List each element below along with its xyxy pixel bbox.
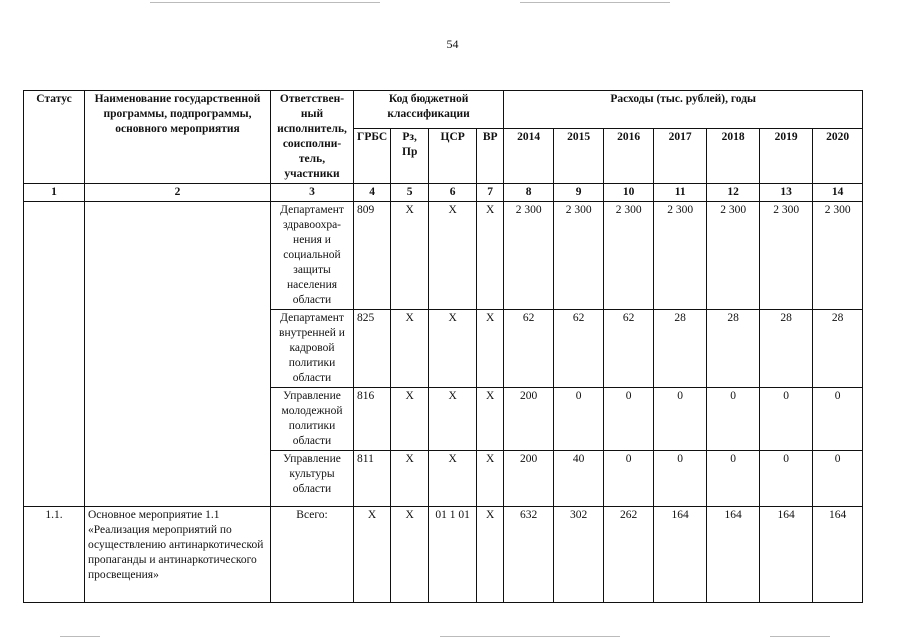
header-year-2019: 2019 — [760, 128, 813, 183]
budget-table — [23, 90, 863, 603]
header-name: Наименование государственной программы, подпрограммы, основного мероприятия — [85, 91, 271, 184]
cell-responsible: Управление молодежной политики области — [271, 388, 354, 451]
scan-artifact-bottom — [770, 636, 830, 637]
cell-grbs: 811 — [354, 451, 391, 507]
cell-value-2017: 0 — [654, 451, 707, 507]
header-year-2017: 2017 — [654, 128, 707, 183]
cell-value-2017: 2 300 — [654, 202, 707, 310]
cell-value-2020: 0 — [813, 388, 863, 451]
cell-value-2017: 28 — [654, 310, 707, 388]
cell-rz-pr: Х — [391, 202, 429, 310]
cell-value-2018: 28 — [707, 310, 760, 388]
header-expenses: Расходы (тыс. рублей), годы — [504, 91, 863, 129]
cell-grbs: 816 — [354, 388, 391, 451]
column-number: 12 — [707, 184, 760, 202]
column-number: 6 — [429, 184, 477, 202]
cell-csr: Х — [429, 388, 477, 451]
header-year-2018: 2018 — [707, 128, 760, 183]
header-status: Статус — [24, 91, 85, 184]
cell-value-2015: 0 — [554, 388, 604, 451]
cell-csr: Х — [429, 310, 477, 388]
cell-value-2017: 0 — [654, 388, 707, 451]
cell-value-2020: 2 300 — [813, 202, 863, 310]
header-year-2016: 2016 — [604, 128, 654, 183]
cell-value-2019: 0 — [760, 388, 813, 451]
cell-value-2015: 40 — [554, 451, 604, 507]
cell-name: Основное мероприятие 1.1 «Реализация мероприятий по осуществлению антинаркотической пропаганды и антинаркотического просвещения» — [85, 507, 271, 603]
header-year-2020: 2020 — [813, 128, 863, 183]
cell-responsible: Департамент внутренней и кадровой политики области — [271, 310, 354, 388]
scan-artifact-bottom — [60, 636, 100, 637]
cell-value-2020: 0 — [813, 451, 863, 507]
header-vr: ВР — [477, 128, 504, 183]
cell-value-2018: 2 300 — [707, 202, 760, 310]
cell-responsible: Управление культуры области — [271, 451, 354, 507]
cell-value-2016: 62 — [604, 310, 654, 388]
cell-value-2018: 164 — [707, 507, 760, 603]
column-number: 14 — [813, 184, 863, 202]
cell-csr: 01 1 01 — [429, 507, 477, 603]
cell-value-2015: 62 — [554, 310, 604, 388]
cell-status — [24, 202, 85, 507]
cell-value-2019: 164 — [760, 507, 813, 603]
cell-value-2014: 200 — [504, 388, 554, 451]
cell-rz-pr: Х — [391, 451, 429, 507]
cell-value-2014: 2 300 — [504, 202, 554, 310]
cell-value-2018: 0 — [707, 388, 760, 451]
cell-value-2017: 164 — [654, 507, 707, 603]
header-rz-pr: Рз, Пр — [391, 128, 429, 183]
cell-responsible: Всего: — [271, 507, 354, 603]
column-number: 1 — [24, 184, 85, 202]
table-row — [24, 507, 863, 603]
cell-value-2014: 62 — [504, 310, 554, 388]
cell-status: 1.1. — [24, 507, 85, 603]
cell-csr: Х — [429, 202, 477, 310]
column-number: 8 — [504, 184, 554, 202]
table-row — [24, 202, 863, 310]
cell-value-2016: 0 — [604, 451, 654, 507]
cell-value-2019: 2 300 — [760, 202, 813, 310]
cell-value-2020: 164 — [813, 507, 863, 603]
column-number: 13 — [760, 184, 813, 202]
cell-value-2016: 2 300 — [604, 202, 654, 310]
column-number-row — [24, 184, 863, 202]
header-budget-code: Код бюджетной классификации — [354, 91, 504, 129]
cell-vr: Х — [477, 451, 504, 507]
cell-rz-pr: Х — [391, 388, 429, 451]
cell-value-2016: 0 — [604, 388, 654, 451]
header-year-2015: 2015 — [554, 128, 604, 183]
cell-value-2014: 632 — [504, 507, 554, 603]
cell-grbs: 825 — [354, 310, 391, 388]
column-number: 10 — [604, 184, 654, 202]
scan-artifact-top — [520, 2, 670, 3]
cell-rz-pr: Х — [391, 310, 429, 388]
column-number: 5 — [391, 184, 429, 202]
cell-name — [85, 202, 271, 507]
cell-value-2015: 302 — [554, 507, 604, 603]
cell-responsible: Департамент здравоохра-нения и социальной защиты населения области — [271, 202, 354, 310]
column-number: 9 — [554, 184, 604, 202]
cell-value-2019: 0 — [760, 451, 813, 507]
column-number: 4 — [354, 184, 391, 202]
header-grbs: ГРБС — [354, 128, 391, 183]
cell-value-2019: 28 — [760, 310, 813, 388]
cell-vr: Х — [477, 310, 504, 388]
column-number: 3 — [271, 184, 354, 202]
header-responsible: Ответствен-ный исполнитель, соисполни-тель, участники — [271, 91, 354, 184]
cell-value-2020: 28 — [813, 310, 863, 388]
header-row-1 — [24, 91, 863, 129]
cell-value-2015: 2 300 — [554, 202, 604, 310]
cell-vr: Х — [477, 202, 504, 310]
cell-grbs: Х — [354, 507, 391, 603]
header-csr: ЦСР — [429, 128, 477, 183]
cell-value-2016: 262 — [604, 507, 654, 603]
scan-artifact-top — [150, 2, 380, 3]
cell-csr: Х — [429, 451, 477, 507]
column-number: 2 — [85, 184, 271, 202]
cell-vr: Х — [477, 507, 504, 603]
cell-grbs: 809 — [354, 202, 391, 310]
column-number: 11 — [654, 184, 707, 202]
cell-rz-pr: Х — [391, 507, 429, 603]
page-number: 54 — [446, 37, 459, 51]
cell-vr: Х — [477, 388, 504, 451]
column-number: 7 — [477, 184, 504, 202]
header-year-2014: 2014 — [504, 128, 554, 183]
cell-value-2018: 0 — [707, 451, 760, 507]
cell-value-2014: 200 — [504, 451, 554, 507]
scan-artifact-bottom — [440, 636, 620, 637]
